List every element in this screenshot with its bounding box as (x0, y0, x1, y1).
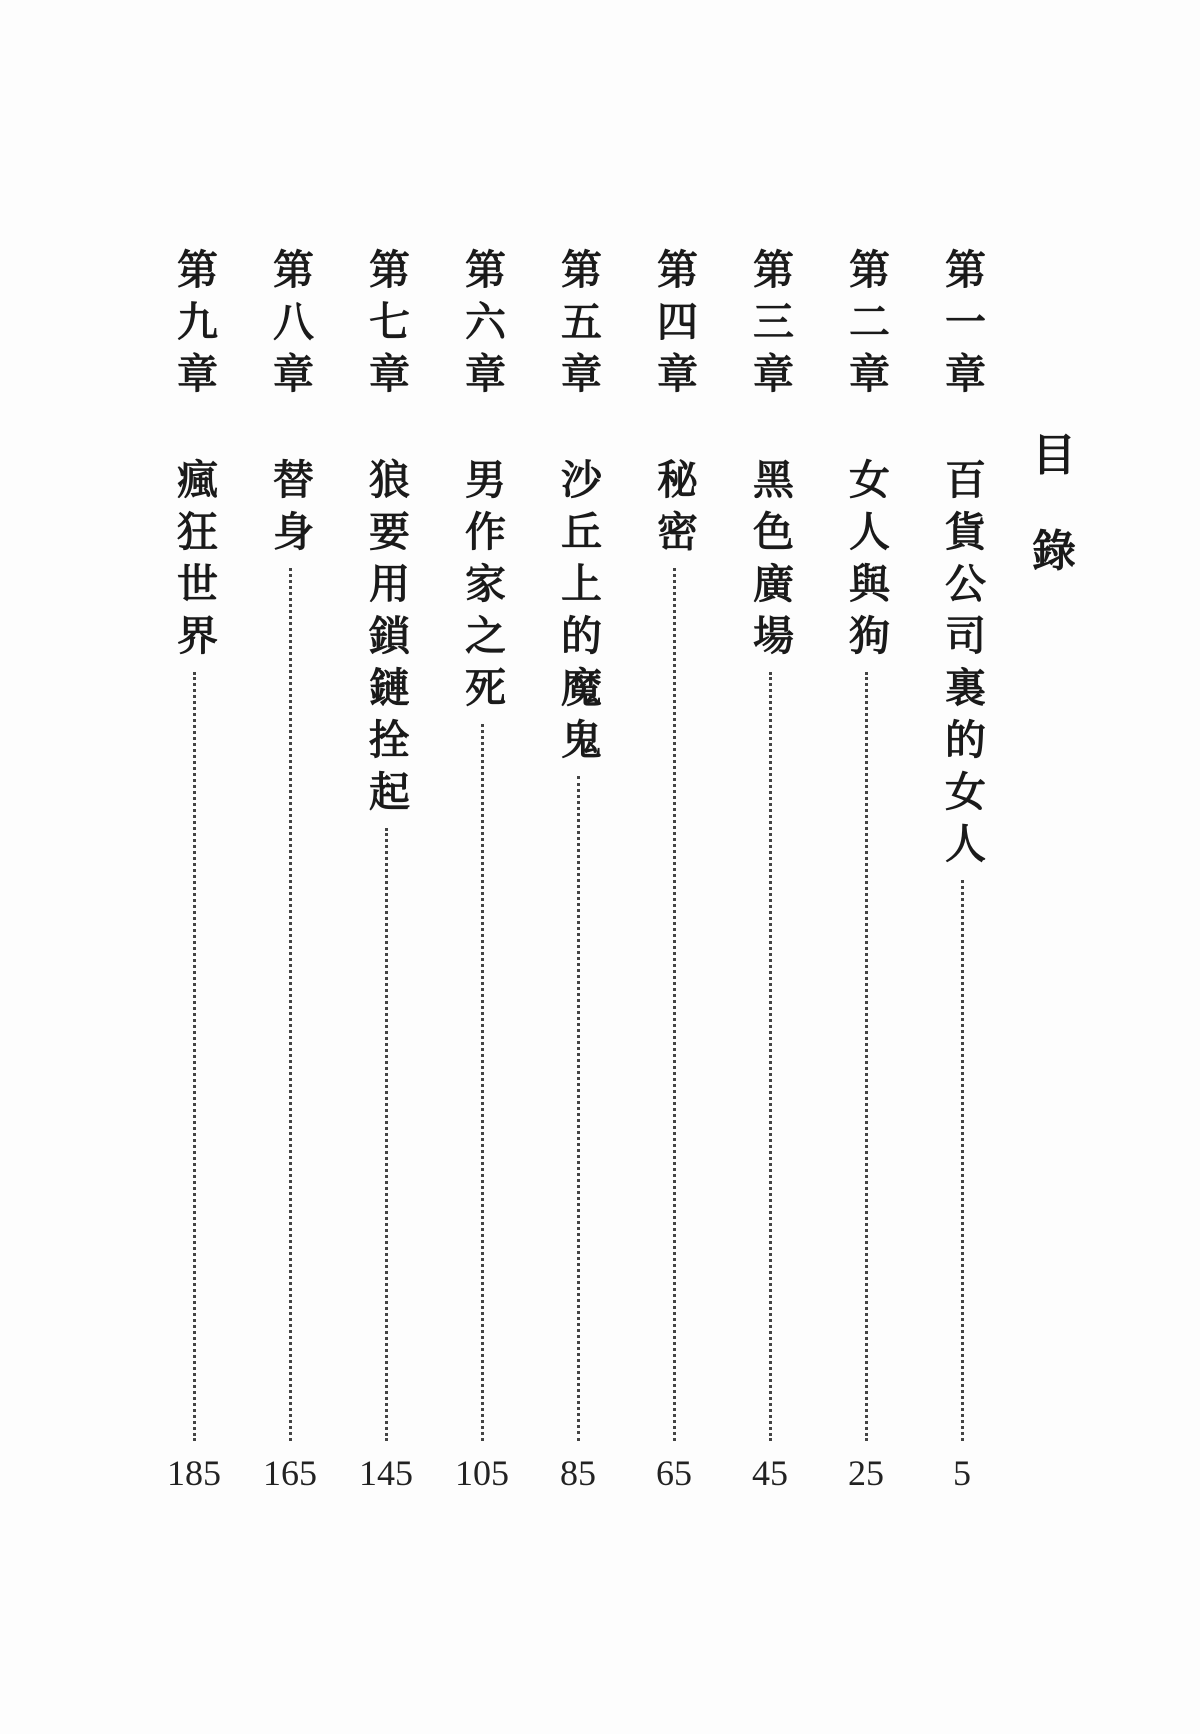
chapter-title: 沙丘上的魔鬼 (554, 458, 602, 770)
page-number: 105 (455, 1453, 509, 1493)
chapter-label: 第六章 (458, 248, 506, 404)
heading-char: 錄 (1032, 526, 1076, 577)
chapter-label: 第三章 (746, 248, 794, 404)
chapter-title: 秘密 (650, 458, 698, 562)
dot-leader (769, 672, 772, 1441)
chapter-label: 第九章 (170, 248, 218, 404)
chapter-label: 第七章 (362, 248, 410, 404)
chapter-label: 第四章 (650, 248, 698, 404)
toc-entry[interactable] (164, 248, 224, 1493)
dot-leader (481, 724, 484, 1441)
chapter-title: 狼要用鎖鏈拴起 (362, 458, 410, 822)
heading-char: 目 (1032, 430, 1076, 481)
chapter-title: 百貨公司裏的女人 (938, 458, 986, 874)
page-number: 65 (656, 1453, 692, 1493)
chapter-title: 替身 (266, 458, 314, 562)
dot-leader (577, 776, 580, 1441)
toc-entry[interactable] (356, 248, 416, 1493)
chapter-label: 第二章 (842, 248, 890, 404)
chapter-title: 女人與狗 (842, 458, 890, 666)
dot-leader (193, 672, 196, 1441)
toc-entry[interactable] (452, 248, 512, 1493)
chapter-label: 第八章 (266, 248, 314, 404)
toc-entry[interactable] (836, 248, 896, 1493)
chapter-label: 第五章 (554, 248, 602, 404)
toc-entry[interactable] (260, 248, 320, 1493)
page-number: 165 (263, 1453, 317, 1493)
chapter-title: 瘋狂世界 (170, 458, 218, 666)
toc-heading (1030, 432, 1078, 576)
chapter-title: 黑色廣場 (746, 458, 794, 666)
page-number: 5 (953, 1453, 971, 1493)
page-number: 45 (752, 1453, 788, 1493)
dot-leader (289, 568, 292, 1441)
page-number: 85 (560, 1453, 596, 1493)
toc-entry[interactable] (644, 248, 704, 1493)
chapter-label: 第一章 (938, 248, 986, 404)
dot-leader (961, 880, 964, 1441)
chapter-title: 男作家之死 (458, 458, 506, 718)
dot-leader (385, 828, 388, 1441)
page-number: 185 (167, 1453, 221, 1493)
dot-leader (865, 672, 868, 1441)
toc-entry[interactable] (932, 248, 992, 1493)
page-number: 145 (359, 1453, 413, 1493)
toc-entry[interactable] (740, 248, 800, 1493)
page-number: 25 (848, 1453, 884, 1493)
toc-entry[interactable] (548, 248, 608, 1493)
dot-leader (673, 568, 676, 1441)
